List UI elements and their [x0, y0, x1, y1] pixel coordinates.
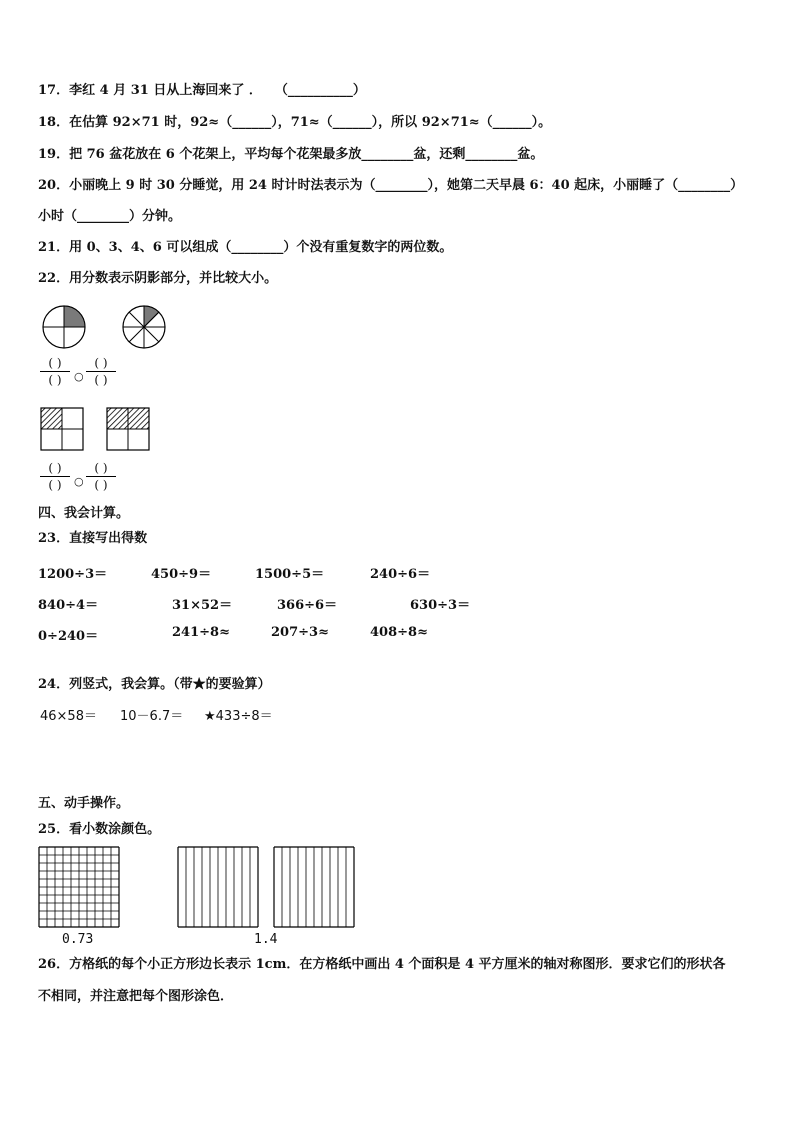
vertical-calc-item: 46×58＝ [40, 709, 97, 724]
tenths-strip-square [177, 846, 259, 928]
compare-circle: ○ [74, 370, 84, 383]
calc-item: 1500÷5＝ [255, 567, 325, 582]
question-20-line1: 20．小丽晚上 9 时 30 分睡觉，用 24 时计时法表示为（________），她第二天早晨 6：40 起床，小丽睡了（________） [38, 178, 744, 193]
calc-item: 0÷240＝ [38, 629, 99, 644]
question-21: 21．用 0、3、4、6 可以组成（________）个没有重复数字的两位数。 [38, 240, 453, 255]
calc-item: 207÷3≈ [271, 625, 329, 640]
fraction-blank: ( ) ( ) [86, 356, 116, 387]
calc-item: 840÷4＝ [38, 598, 99, 613]
calc-item: 31×52＝ [172, 598, 233, 613]
question-23: 23．直接写出得数 [38, 531, 148, 546]
quarter-shaded-circle [40, 303, 88, 351]
half-hatched-square [106, 407, 150, 451]
calc-item: 1200÷3＝ [38, 567, 108, 582]
calc-item: 241÷8≈ [172, 625, 230, 640]
calc-item: 240÷6＝ [370, 567, 431, 582]
fraction-blank: ( ) ( ) [40, 461, 70, 492]
quarter-hatched-square [40, 407, 84, 451]
decimal-label: 1.4 [254, 932, 278, 947]
question-19: 19．把 76 盆花放在 6 个花架上，平均每个花架最多放________盆，还剩________盆。 [38, 147, 544, 162]
calc-item: 408÷8≈ [370, 625, 428, 640]
calc-item: 450÷9＝ [151, 567, 212, 582]
vertical-calc-item: ★433÷8＝ [204, 709, 273, 724]
question-26-line2: 不相同，并注意把每个图形涂色． [38, 989, 234, 1004]
question-25: 25．看小数涂颜色。 [38, 822, 161, 837]
question-18: 18．在估算 92×71 时，92≈（______），71≈（______），所以 92×71≈（______）。 [38, 115, 552, 130]
hundred-grid [38, 846, 120, 928]
eighth-shaded-circle [120, 303, 168, 351]
calc-item: 630÷3＝ [410, 598, 471, 613]
tenths-strip-square [273, 846, 355, 928]
section-4-title: 四、我会计算。 [38, 506, 130, 521]
section-5-title: 五、动手操作。 [38, 796, 130, 811]
question-26-line1: 26．方格纸的每个小正方形边长表示 1cm．在方格纸中画出 4 个面积是 4 平方厘米的轴对称图形．要求它们的形状各 [38, 957, 726, 972]
calc-item: 366÷6＝ [277, 598, 338, 613]
question-20-line2: 小时（________）分钟。 [38, 209, 182, 224]
question-17: 17．李红 4 月 31 日从上海回来了 ． （__________） [38, 83, 366, 98]
decimal-label: 0.73 [62, 932, 94, 947]
compare-circle: ○ [74, 475, 84, 488]
vertical-calc-item: 10－6.7＝ [120, 709, 184, 724]
fraction-blank: ( ) ( ) [86, 461, 116, 492]
question-24: 24．列竖式，我会算。（带★的要验算） [38, 677, 271, 692]
question-22: 22．用分数表示阴影部分，并比较大小。 [38, 271, 278, 286]
fraction-blank: ( ) ( ) [40, 356, 70, 387]
